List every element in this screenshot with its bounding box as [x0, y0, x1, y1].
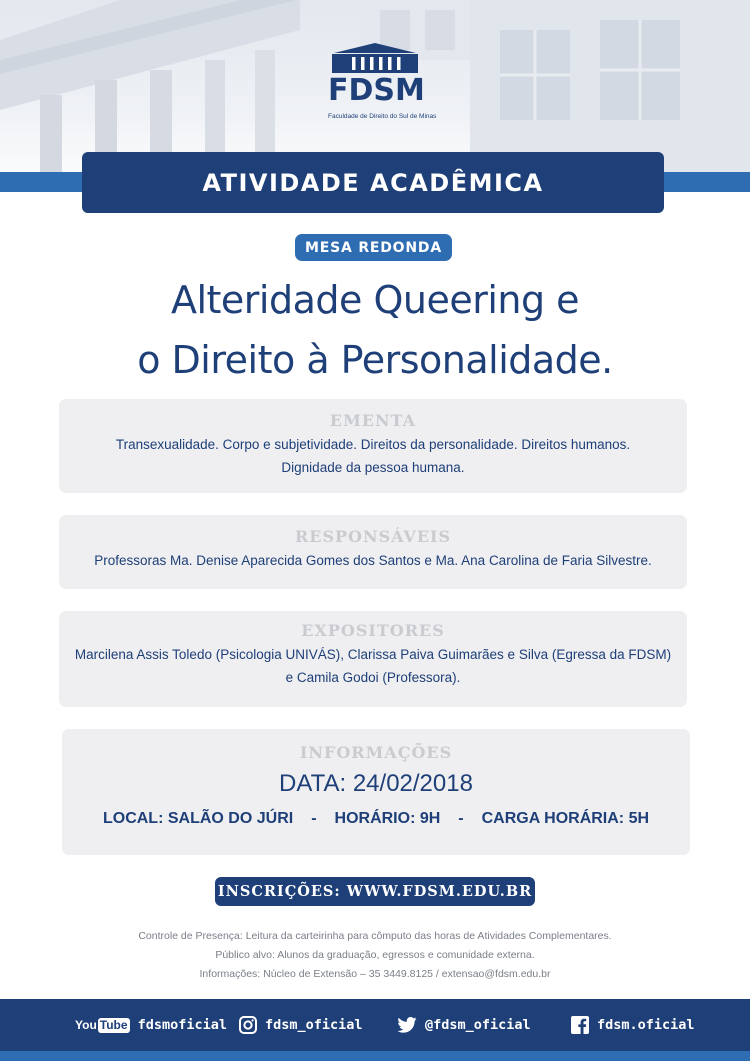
building-logo-icon — [328, 43, 422, 75]
expositores-line2: e Camila Godoi (Professora). — [285, 670, 461, 685]
instagram-link[interactable] — [239, 999, 363, 1051]
event-type-tag: MESA REDONDA — [295, 234, 452, 261]
ementa-section — [59, 399, 687, 493]
social-footer — [0, 999, 750, 1051]
footnote-audience: Público alvo: Alunos da graduação, egressos e comunidade externa. — [215, 949, 535, 961]
footnote-contact: Informações: Núcleo de Extensão – 35 3449.8125 / extensao@fdsm.edu.br — [199, 968, 551, 980]
facebook-handle: fdsm.oficial — [597, 1017, 695, 1033]
activity-title-banner: ATIVIDADE ACADÊMICA — [82, 152, 664, 213]
twitter-handle: @fdsm_oficial — [425, 1017, 531, 1033]
responsaveis-text: Professoras Ma. Denise Aparecida Gomes dos Santos e Ma. Ana Carolina de Faria Silvestre. — [94, 553, 652, 568]
expositores-line1: Marcilena Assis Toledo (Psicologia UNIVÁS), Clarissa Paiva Guimarães e Silva (Egressa da FDSM) — [74, 647, 672, 662]
ementa-heading: EMENTA — [329, 411, 417, 430]
separator: - — [458, 810, 464, 827]
youtube-icon — [75, 1018, 130, 1033]
expositores-heading: EXPOSITORES — [301, 621, 445, 640]
youtube-logo-you: You — [75, 1018, 97, 1032]
logo-subtitle: Faculdade de Direito do Sul de Minas — [328, 113, 437, 120]
event-time: HORÁRIO: 9H — [334, 810, 441, 827]
informacoes-section — [62, 729, 690, 855]
twitter-icon — [397, 1017, 417, 1033]
logo-wordmark: FDSM — [328, 73, 425, 108]
youtube-link[interactable] — [75, 999, 227, 1051]
event-date: DATA: 24/02/2018 — [279, 770, 473, 797]
responsaveis-section — [59, 515, 687, 589]
ementa-line2: Dignidade da pessoa humana. — [281, 460, 465, 475]
facebook-link[interactable] — [571, 999, 695, 1051]
event-title-line2: o Direito à Personalidade. — [137, 338, 613, 382]
twitter-link[interactable] — [397, 999, 531, 1051]
instagram-handle: fdsm_oficial — [265, 1017, 363, 1033]
registration-link[interactable]: INSCRIÇÕES: WWW.FDSM.EDU.BR — [215, 877, 535, 906]
expositores-section — [59, 611, 687, 707]
ementa-line1: Transexualidade. Corpo e subjetividade. Direitos da personalidade. Direitos humanos. — [115, 437, 631, 452]
fdsm-logo — [328, 43, 437, 129]
facebook-icon — [571, 1016, 589, 1034]
event-title-line1: Alteridade Queering e — [170, 278, 580, 322]
footnote-attendance: Controle de Presença: Leitura da carteirinha para cômputo das horas de Atividades Complementares. — [138, 930, 612, 942]
event-workload: CARGA HORÁRIA: 5H — [481, 810, 650, 827]
footnotes — [0, 927, 750, 984]
event-details-row — [62, 808, 690, 830]
event-location: LOCAL: SALÃO DO JÚRI — [102, 810, 294, 827]
event-title — [0, 270, 750, 390]
footer-blue-stripe — [0, 1051, 750, 1061]
separator: - — [311, 810, 317, 827]
responsaveis-heading: RESPONSÁVEIS — [294, 527, 452, 546]
youtube-logo-tube: Tube — [99, 1017, 128, 1032]
youtube-handle: fdsmoficial — [137, 1017, 227, 1033]
informacoes-heading: INFORMAÇÕES — [299, 743, 453, 762]
instagram-icon — [239, 1016, 257, 1034]
